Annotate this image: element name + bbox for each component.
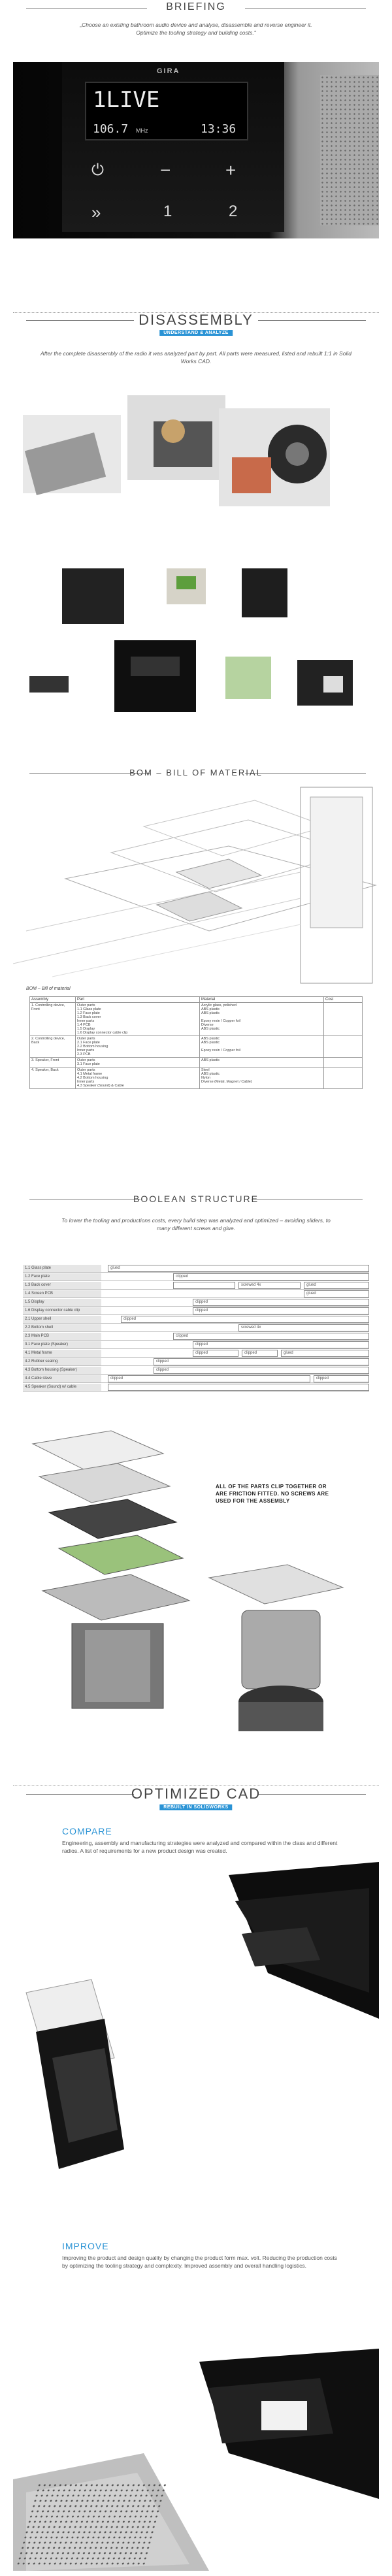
join-cell: clipped xyxy=(173,1273,369,1280)
column-header: Material xyxy=(200,997,324,1003)
table-row xyxy=(23,1281,369,1290)
wireframe-line xyxy=(13,898,301,964)
wireframe-frame xyxy=(310,797,363,928)
join-cell: clipped xyxy=(242,1350,278,1357)
render-part xyxy=(59,1535,183,1574)
row-label: 4.5 Speaker (Sound) w/ cable xyxy=(23,1384,101,1391)
part-cell: Outer parts 3.1 Face plate xyxy=(76,1058,200,1068)
photo-part xyxy=(242,568,287,617)
frequency-unit: MHz xyxy=(136,127,148,134)
assembly-cell: 1. Controlling device, Front xyxy=(30,1003,76,1036)
speaker-grille-render xyxy=(15,2483,169,2568)
material-cell: Acrylic glass, polished ABS plastic ABS plastic Epoxy resin / Copper foil Diverse ABS plastic xyxy=(200,1003,324,1036)
row-label: 4.4 Cable sleve xyxy=(23,1375,101,1382)
boolean-title: BOOLEAN STRUCTURE xyxy=(133,1194,259,1204)
disassembly-badge: UNDERSTAND & ANALYZE xyxy=(159,330,233,336)
render-part xyxy=(85,1630,150,1702)
station-name: 1LIVE xyxy=(93,87,160,113)
render-part xyxy=(242,1927,320,1966)
row-label: 2.1 Upper shell xyxy=(23,1316,101,1323)
join-cell: clipped xyxy=(193,1299,369,1306)
table-row xyxy=(23,1264,369,1273)
row-label: 1.3 Back cover xyxy=(23,1282,101,1289)
exploded-assembly-render xyxy=(13,1414,379,1741)
photo-part xyxy=(232,457,271,493)
column-header: Assembly xyxy=(30,997,76,1003)
bom-table xyxy=(29,996,363,1089)
table-row xyxy=(30,1058,363,1068)
assembly-cell: 2. Controlling device, Back xyxy=(30,1036,76,1058)
photo-part xyxy=(225,657,271,699)
photo-part xyxy=(161,419,185,443)
assembly-cell: 4. Speaker, Back xyxy=(30,1068,76,1089)
join-cell: clipped xyxy=(121,1316,369,1323)
join-cell: glued xyxy=(304,1282,369,1289)
render-part xyxy=(238,1702,323,1731)
table-row xyxy=(23,1315,369,1324)
join-cell: glued xyxy=(304,1290,369,1297)
frequency: 106.7 xyxy=(93,122,129,136)
briefing-title: BRIEFING xyxy=(166,1,226,12)
speaker-grille xyxy=(320,75,379,225)
row-label: 4.2 Rubber sealing xyxy=(23,1358,101,1365)
table-row xyxy=(30,1003,363,1036)
disassembly-photos xyxy=(23,395,369,572)
join-cell: clipped xyxy=(154,1358,369,1365)
join-cell: glued xyxy=(281,1350,369,1357)
join-cell xyxy=(108,1384,369,1391)
optimized-title: OPTIMIZED CAD xyxy=(131,1785,261,1802)
table-row xyxy=(23,1383,369,1392)
table-row xyxy=(23,1332,369,1341)
minus-button[interactable]: − xyxy=(160,160,171,180)
row-label: 3.1 Face plate (Speaker) xyxy=(23,1341,101,1348)
table-row xyxy=(23,1375,369,1383)
photo-part xyxy=(29,676,69,693)
render-part xyxy=(242,1610,320,1689)
join-cell: clipped xyxy=(154,1367,369,1374)
wireframe-exploded-view xyxy=(13,781,379,990)
part-cell: Outer parts 4.1 Metal frame 4.2 Bottom housing Inner parts 4.3 Speaker (Sound) & Cable xyxy=(76,1068,200,1089)
plus-button[interactable]: + xyxy=(225,160,237,180)
row-label: 4.3 Bottom housing (Speaker) xyxy=(23,1367,101,1374)
preset-2-button[interactable]: 2 xyxy=(229,203,238,220)
table-row xyxy=(23,1324,369,1332)
assembly-cell: 3. Speaker, Front xyxy=(30,1058,76,1068)
compare-text: Engineering, assembly and manufacturing strategies were analyzed and compared within the class and different radios. A list of requirements for a new product design was created. xyxy=(62,1840,338,1854)
row-label: 2.3 Main PCB xyxy=(23,1333,101,1340)
photo-part xyxy=(176,576,196,589)
table-header-row xyxy=(30,997,363,1003)
table-row xyxy=(23,1366,369,1375)
bom-title: BOM – BILL OF MATERIAL xyxy=(129,768,263,777)
table-row xyxy=(23,1298,369,1307)
join-cell xyxy=(173,1282,235,1289)
row-label: 1.4 Screen PCB xyxy=(23,1290,101,1297)
skip-button[interactable]: » xyxy=(91,203,101,222)
radio-brand: GIRA xyxy=(157,67,180,75)
render-part xyxy=(209,1565,343,1604)
table-row xyxy=(23,1290,369,1298)
row-label: 1.2 Face plate xyxy=(23,1273,101,1280)
disassembly-title: DISASSEMBLY xyxy=(139,312,253,328)
column-header: Cost xyxy=(324,997,363,1003)
material-cell: ABS plastic ABS plastic Epoxy resin / Copper foil xyxy=(200,1036,324,1058)
row-label: 1.6 Display connector cable clip xyxy=(23,1307,101,1314)
row-label: 1.1 Glass plate xyxy=(23,1265,101,1272)
render-part xyxy=(39,1463,170,1503)
power-button[interactable]: ⏻ xyxy=(91,161,104,179)
material-cell: ABS plastic xyxy=(200,1058,324,1068)
material-cell: Steel ABS plastic Nylon Diverse (Metal, Magnet / Cable) xyxy=(200,1068,324,1089)
join-cell: clipped xyxy=(314,1375,369,1382)
radio-display xyxy=(85,82,248,140)
optimized-badge: REBUILT IN SOLIDWORKS xyxy=(159,1804,232,1810)
part-cell: Outer parts 2.1 Face plate 2.2 Bottom housing Inner parts 2.3 PCB xyxy=(76,1036,200,1058)
render-part xyxy=(261,2401,307,2430)
join-cell: screwed 4x xyxy=(238,1324,369,1331)
join-cell: clipped xyxy=(173,1333,369,1340)
join-cell: clipped xyxy=(193,1341,369,1348)
row-label: 4.1 Metal frame xyxy=(23,1350,101,1357)
cost-cell xyxy=(324,1036,363,1058)
table-row xyxy=(23,1358,369,1366)
briefing-text: „Choose an existing bathroom audio device and analyse, disassemble and reverse engineer it. Optimize the tooling strategy and building costs." xyxy=(80,22,312,36)
parts-layout-photo xyxy=(16,568,376,719)
boolean-table xyxy=(23,1264,369,1392)
wireframe-line xyxy=(52,924,301,977)
disassembly-text: After the complete disassembly of the radio it was analyzed part by part. All parts were measured, listed and rebuilt 1:1 in Solid Works CAD. xyxy=(41,350,351,365)
table-row xyxy=(23,1341,369,1349)
join-cell: clipped xyxy=(108,1375,310,1382)
table-row xyxy=(30,1068,363,1089)
table-row xyxy=(23,1307,369,1315)
join-cell: screwed 4x xyxy=(238,1282,301,1289)
render-part xyxy=(33,1431,163,1470)
photo-part xyxy=(62,568,124,624)
join-cell: clipped xyxy=(193,1350,238,1357)
join-cell: glued xyxy=(108,1265,369,1272)
preset-1-button[interactable]: 1 xyxy=(163,203,172,220)
column-header: Part xyxy=(76,997,200,1003)
improve-title: IMPROVE xyxy=(62,2241,109,2251)
table-row xyxy=(23,1349,369,1358)
wireframe-line xyxy=(26,872,301,931)
clock: 13:36 xyxy=(201,122,237,136)
join-cell: clipped xyxy=(193,1307,369,1314)
render-part xyxy=(49,1499,176,1539)
photo-part xyxy=(286,442,309,466)
photo-part xyxy=(323,676,343,693)
cost-cell xyxy=(324,1058,363,1068)
compare-title: COMPARE xyxy=(62,1826,112,1836)
part-cell: Outer parts 1.1 Glass plate 1.2 Face plate 1.3 Back cover Inner parts 1.4 PCB 1.5 Display 1.6 Display connector cable clip xyxy=(76,1003,200,1036)
bom-table-caption: BOM – Bill of material xyxy=(26,986,71,991)
radio-photo xyxy=(13,62,379,238)
row-label: 1.5 Display xyxy=(23,1299,101,1306)
assembly-callout: ALL OF THE PARTS CLIP TOGETHER OR ARE FRICTION FITTED. NO SCREWS ARE USED FOR THE ASSEMBLY xyxy=(216,1484,329,1504)
compare-render xyxy=(13,1862,379,2234)
row-label: 2.2 Bottom shell xyxy=(23,1324,101,1331)
photo-part xyxy=(131,657,180,676)
wireframe-part xyxy=(176,859,261,889)
improve-text: Improving the product and design quality by changing the product form max. volt. Reducing the production costs by optimizing the tooling strategy and complexity. Improved assembly and overall handling logistics. xyxy=(62,2255,337,2269)
cost-cell xyxy=(324,1003,363,1036)
table-row xyxy=(30,1036,363,1058)
boolean-text: To lower the tooling and productions costs, every build step was analyzed and optimized – avoiding sliders, to many different screws and glue. xyxy=(61,1217,331,1231)
render-part xyxy=(42,1574,189,1620)
cost-cell xyxy=(324,1068,363,1089)
table-row xyxy=(23,1273,369,1281)
